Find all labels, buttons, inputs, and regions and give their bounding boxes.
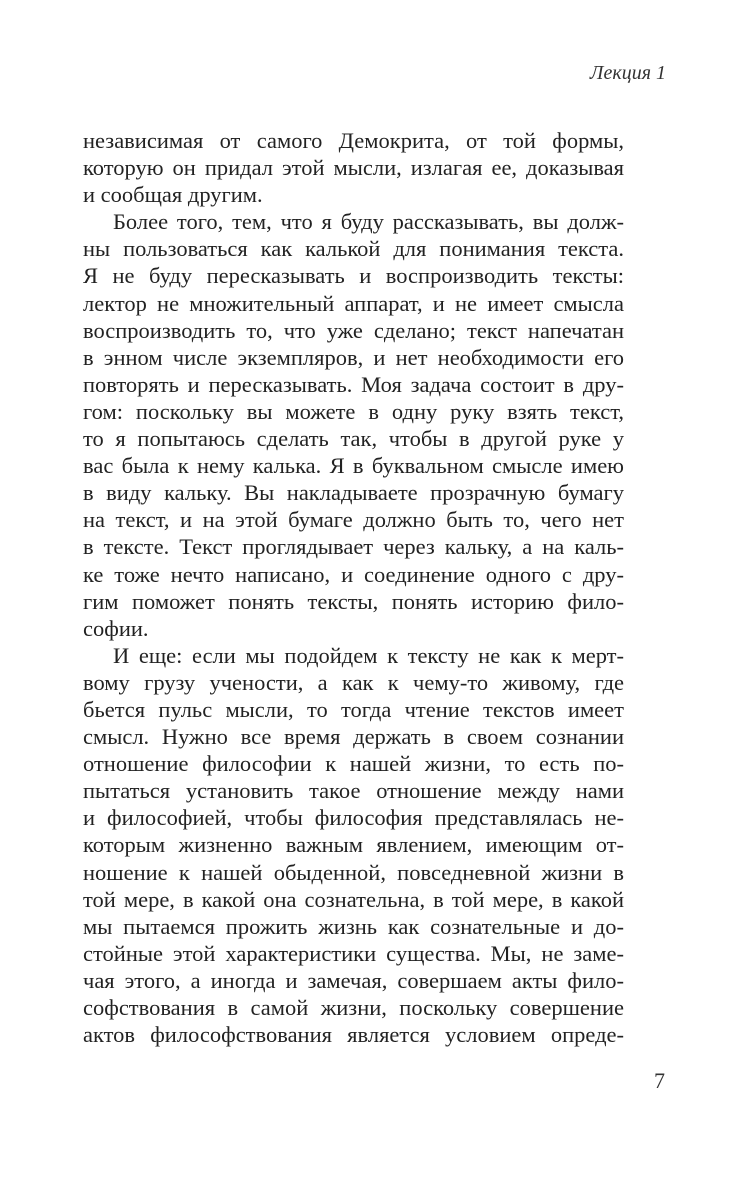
text-line: гом: поскольку вы можете в одну руку взять текст,: [83, 398, 624, 424]
text-line: смысл. Нужно все время держать в своем сознании: [83, 724, 624, 750]
text-line: в энном числе экземпляров, и нет необходимости его: [83, 344, 624, 370]
text-line: софствования в самой жизни, поскольку совершение: [83, 995, 624, 1020]
running-head-title: Лекция 1: [589, 62, 666, 84]
text-line: пытаться установить такое отношение между нами: [83, 778, 624, 804]
text-line: ны пользоваться как калькой для понимания текста.: [83, 236, 624, 262]
text-line: Я не буду пересказывать и воспроизводить тексты:: [83, 263, 624, 289]
text-line: ке тоже нечто написано, и соединение одного с дру-: [83, 561, 624, 587]
text-line: стойные этой характеристики существа. Мы, не заме-: [83, 940, 624, 966]
text-line: Более того, тем, что я буду рассказывать, вы долж-: [113, 209, 624, 235]
text-line: лектор не множительный аппарат, и не имеет смысла: [83, 290, 624, 316]
text-line: и философией, чтобы философия представлялась не-: [83, 805, 624, 831]
text-line: в тексте. Текст проглядывает через кальку, а на каль-: [83, 534, 624, 560]
text-line: гим поможет понять тексты, понять историю фило-: [83, 588, 624, 614]
body-text: [83, 127, 624, 1048]
page-number: 7: [654, 1068, 665, 1093]
text-line: и сообщая другим.: [83, 182, 263, 208]
text-line: воспроизводить то, что уже сделано; текст напечатан: [83, 317, 624, 343]
text-line: И еще: если мы подойдем к тексту не как к мерт-: [113, 642, 624, 668]
text-line: той мере, в какой она сознательна, в той мере, в какой: [83, 886, 624, 912]
text-line: то я попытаюсь сделать так, чтобы в другой руке у: [83, 426, 624, 452]
text-line: которым жизненно важным явлением, имеющим от-: [83, 832, 624, 858]
text-line: на текст, и на этой бумаге должно быть то, чего нет: [83, 507, 624, 533]
text-line: мы пытаемся прожить жизнь как сознательные и до-: [83, 913, 624, 939]
paragraph: [83, 208, 624, 642]
text-line: независимая от самого Демокрита, от той формы,: [83, 128, 624, 153]
paragraph: [83, 127, 624, 208]
text-line: в виду кальку. Вы накладываете прозрачную бумагу: [83, 480, 624, 506]
text-line: ношение к нашей обыденной, повседневной жизни в: [83, 859, 624, 885]
text-line: вас была к нему калька. Я в буквальном смысле имею: [83, 453, 624, 479]
text-line: актов философствования является условием опреде-: [83, 1022, 624, 1048]
text-line: отношение философии к нашей жизни, то есть по-: [83, 751, 624, 777]
text-line: повторять и пересказывать. Моя задача состоит в дру-: [83, 371, 624, 397]
text-line: вому грузу учености, а как к чему-то живому, где: [83, 669, 624, 695]
paragraph: [83, 642, 624, 1048]
text-line: софии.: [83, 615, 149, 641]
text-line: бьется пульс мысли, то тогда чтение текстов имеет: [83, 696, 624, 722]
text-line: чая этого, а иногда и замечая, совершаем акты фило-: [83, 967, 624, 993]
text-line: которую он придал этой мысли, излагая ее, доказывая: [83, 155, 624, 181]
